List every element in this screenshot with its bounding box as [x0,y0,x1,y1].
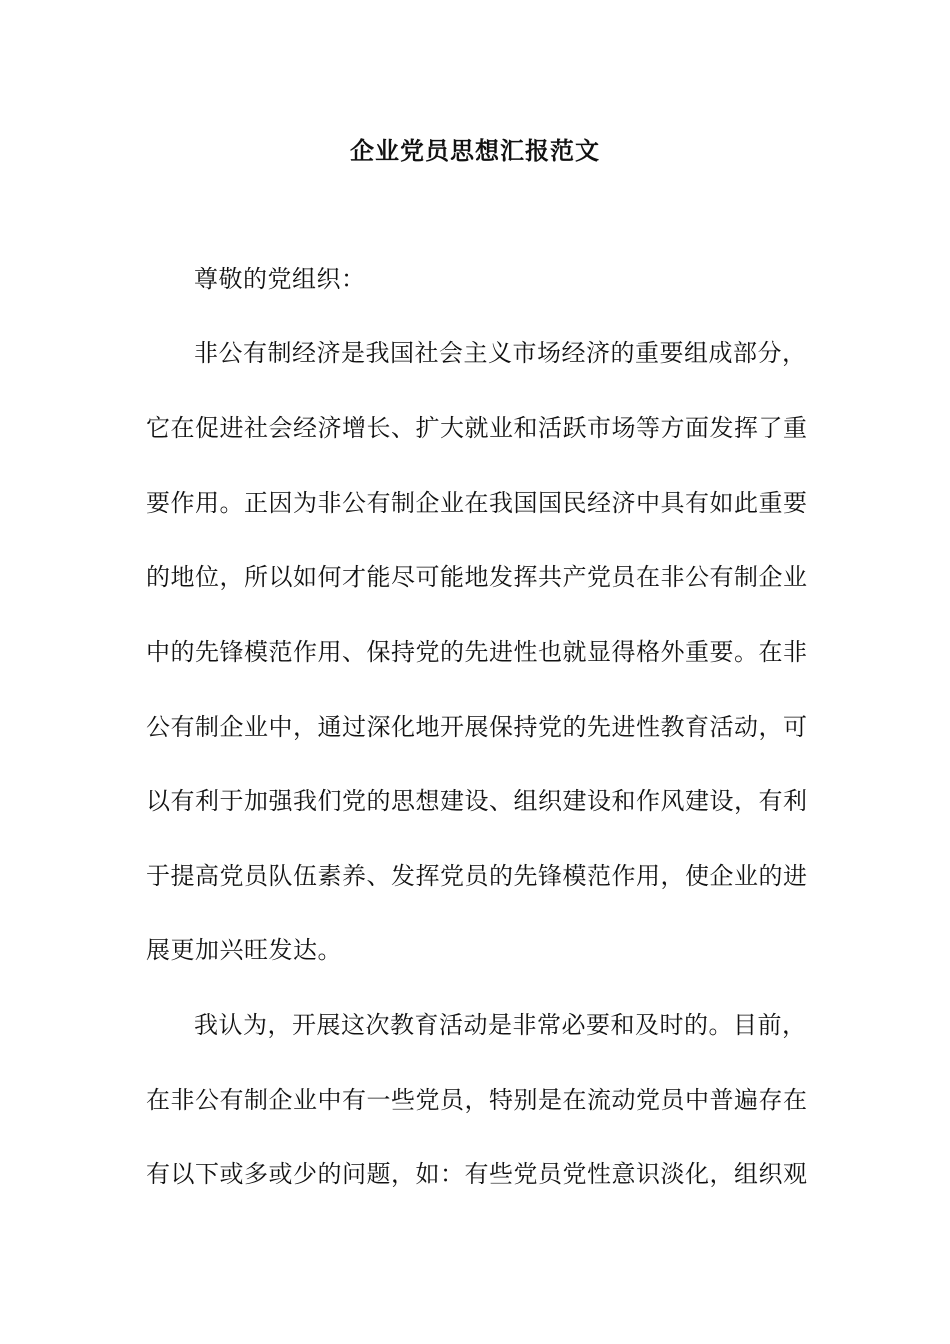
paragraph-2-line-3: 有以下或多或少的问题，如：有些党员党性意识淡化，组织观 [146,1160,808,1188]
paragraph-1-line-8: 于提高党员队伍素养、发挥党员的先锋模范作用，使企业的进 [146,862,808,890]
paragraph-2-line-2: 在非公有制企业中有一些党员，特别是在流动党员中普遍存在 [146,1086,808,1114]
paragraph-1-line-3: 要作用。正因为非公有制企业在我国国民经济中具有如此重要 [146,489,808,517]
paragraph-1-line-2: 它在促进社会经济增长、扩大就业和活跃市场等方面发挥了重 [146,414,808,442]
paragraph-1-line-4: 的地位，所以如何才能尽可能地发挥共产党员在非公有制企业 [146,563,808,591]
paragraph-1-line-6: 公有制企业中，通过深化地开展保持党的先进性教育活动，可 [146,713,808,741]
salutation: 尊敬的党组织： [194,265,366,293]
paragraph-1-line-7: 以有利于加强我们党的思想建设、组织建设和作风建设，有利 [146,787,808,815]
paragraph-1-line-5: 中的先锋模范作用、保持党的先进性也就显得格外重要。在非 [146,638,808,666]
paragraph-1-line-1: 非公有制经济是我国社会主义市场经济的重要组成部分， [194,339,807,367]
paragraph-1-line-9: 展更加兴旺发达。 [146,936,342,964]
paragraph-2-line-1: 我认为，开展这次教育活动是非常必要和及时的。目前， [194,1011,807,1039]
document-title: 企业党员思想汇报范文 [350,136,600,165]
